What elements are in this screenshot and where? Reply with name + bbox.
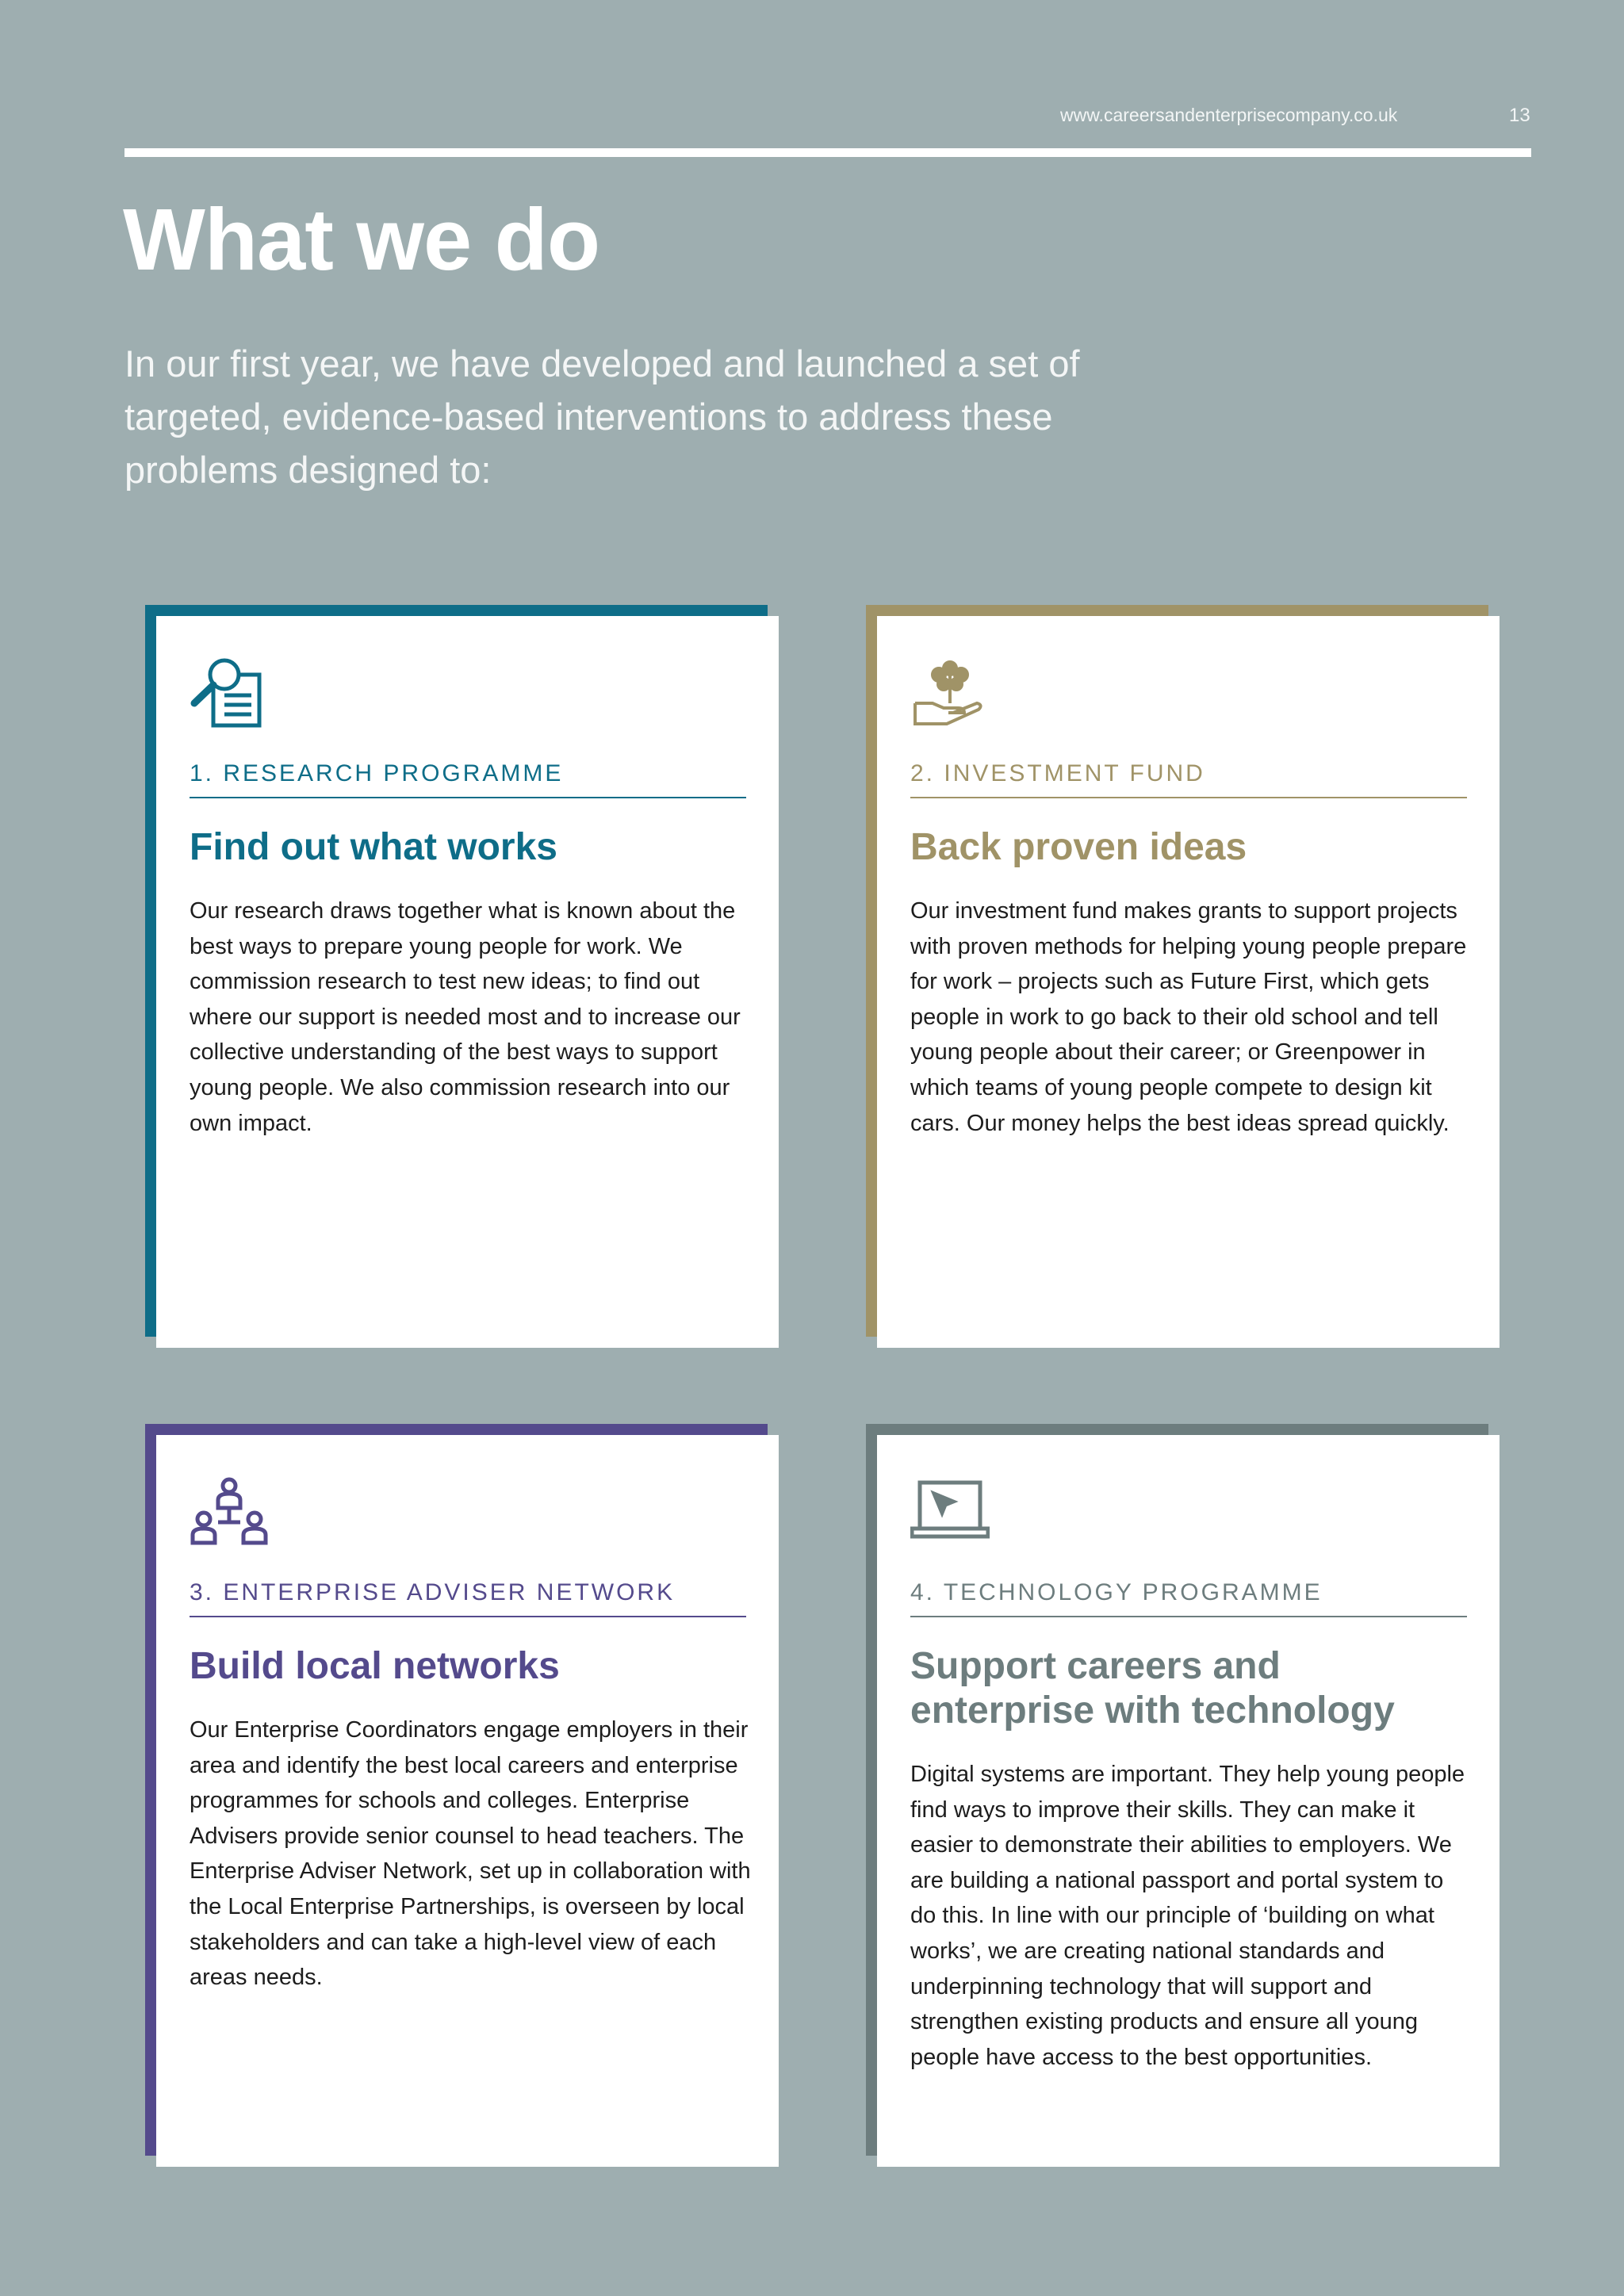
card-body — [877, 616, 1500, 1348]
card-heading: Support careers and enterprise with technology — [910, 1645, 1395, 1732]
page-title: What we do — [123, 191, 600, 289]
research-magnifier-document-icon — [190, 657, 269, 729]
people-network-icon — [190, 1476, 269, 1548]
card-label: 3. ENTERPRISE ADVISER NETWORK — [190, 1579, 746, 1617]
card-text: Our research draws together what is known about the best ways to prepare young people for work. We commission research to test new ideas; to find out where our support is needed most and to increase our collective understanding of the best ways to support young people. We also commission research into our own impact. — [190, 898, 741, 1136]
card-heading: Find out what works — [190, 826, 557, 868]
card-text: Our investment fund makes grants to support projects with proven methods for helping young people prepare for work – projects such as Future First, which gets people in work to go back to their old school and tell young people about their career; or Greenpower in which teams of young people compete to design kit cars. Our money helps the best ideas spread quickly. — [910, 898, 1467, 1136]
card-body — [156, 1435, 779, 2167]
laptop-cursor-icon — [910, 1476, 990, 1548]
card-label: 4. TECHNOLOGY PROGRAMME — [910, 1579, 1467, 1617]
header-rule — [124, 148, 1531, 157]
page-number: 13 — [1509, 105, 1530, 126]
card-text: Digital systems are important. They help young people find ways to improve their skills. They can make it easier to demonstrate their abilities to employers. We are building a national passport and portal system to do this. In line with our principle of ‘building on what works’, we are creating national standards and underpinning technology that will support and strengthen existing products and ensure all young people have access to the best opportunities. — [910, 1762, 1465, 2070]
card-body — [156, 616, 779, 1348]
card-body — [877, 1435, 1500, 2167]
card-text: Our Enterprise Coordinators engage employers in their area and identify the best local careers and enterprise programmes for schools and colleges. Enterprise Advisers provide senior counsel to head teachers. The Enterprise Adviser Network, set up in collaboration with the Local Enterprise Partnerships, is overseen by local stakeholders and can take a high-level view of each areas needs. — [190, 1717, 751, 1991]
card-heading: Build local networks — [190, 1645, 560, 1687]
card-heading: Back proven ideas — [910, 826, 1247, 868]
card-label: 2. INVESTMENT FUND — [910, 760, 1467, 798]
card-label: 1. RESEARCH PROGRAMME — [190, 760, 746, 798]
header-url: www.careersandenterprisecompany.co.uk — [1060, 105, 1398, 125]
intro-paragraph: In our first year, we have developed and launched a set of targeted, evidence-based interventions to address these problems designed to: — [124, 342, 1080, 491]
tree-in-hand-icon — [910, 657, 990, 729]
